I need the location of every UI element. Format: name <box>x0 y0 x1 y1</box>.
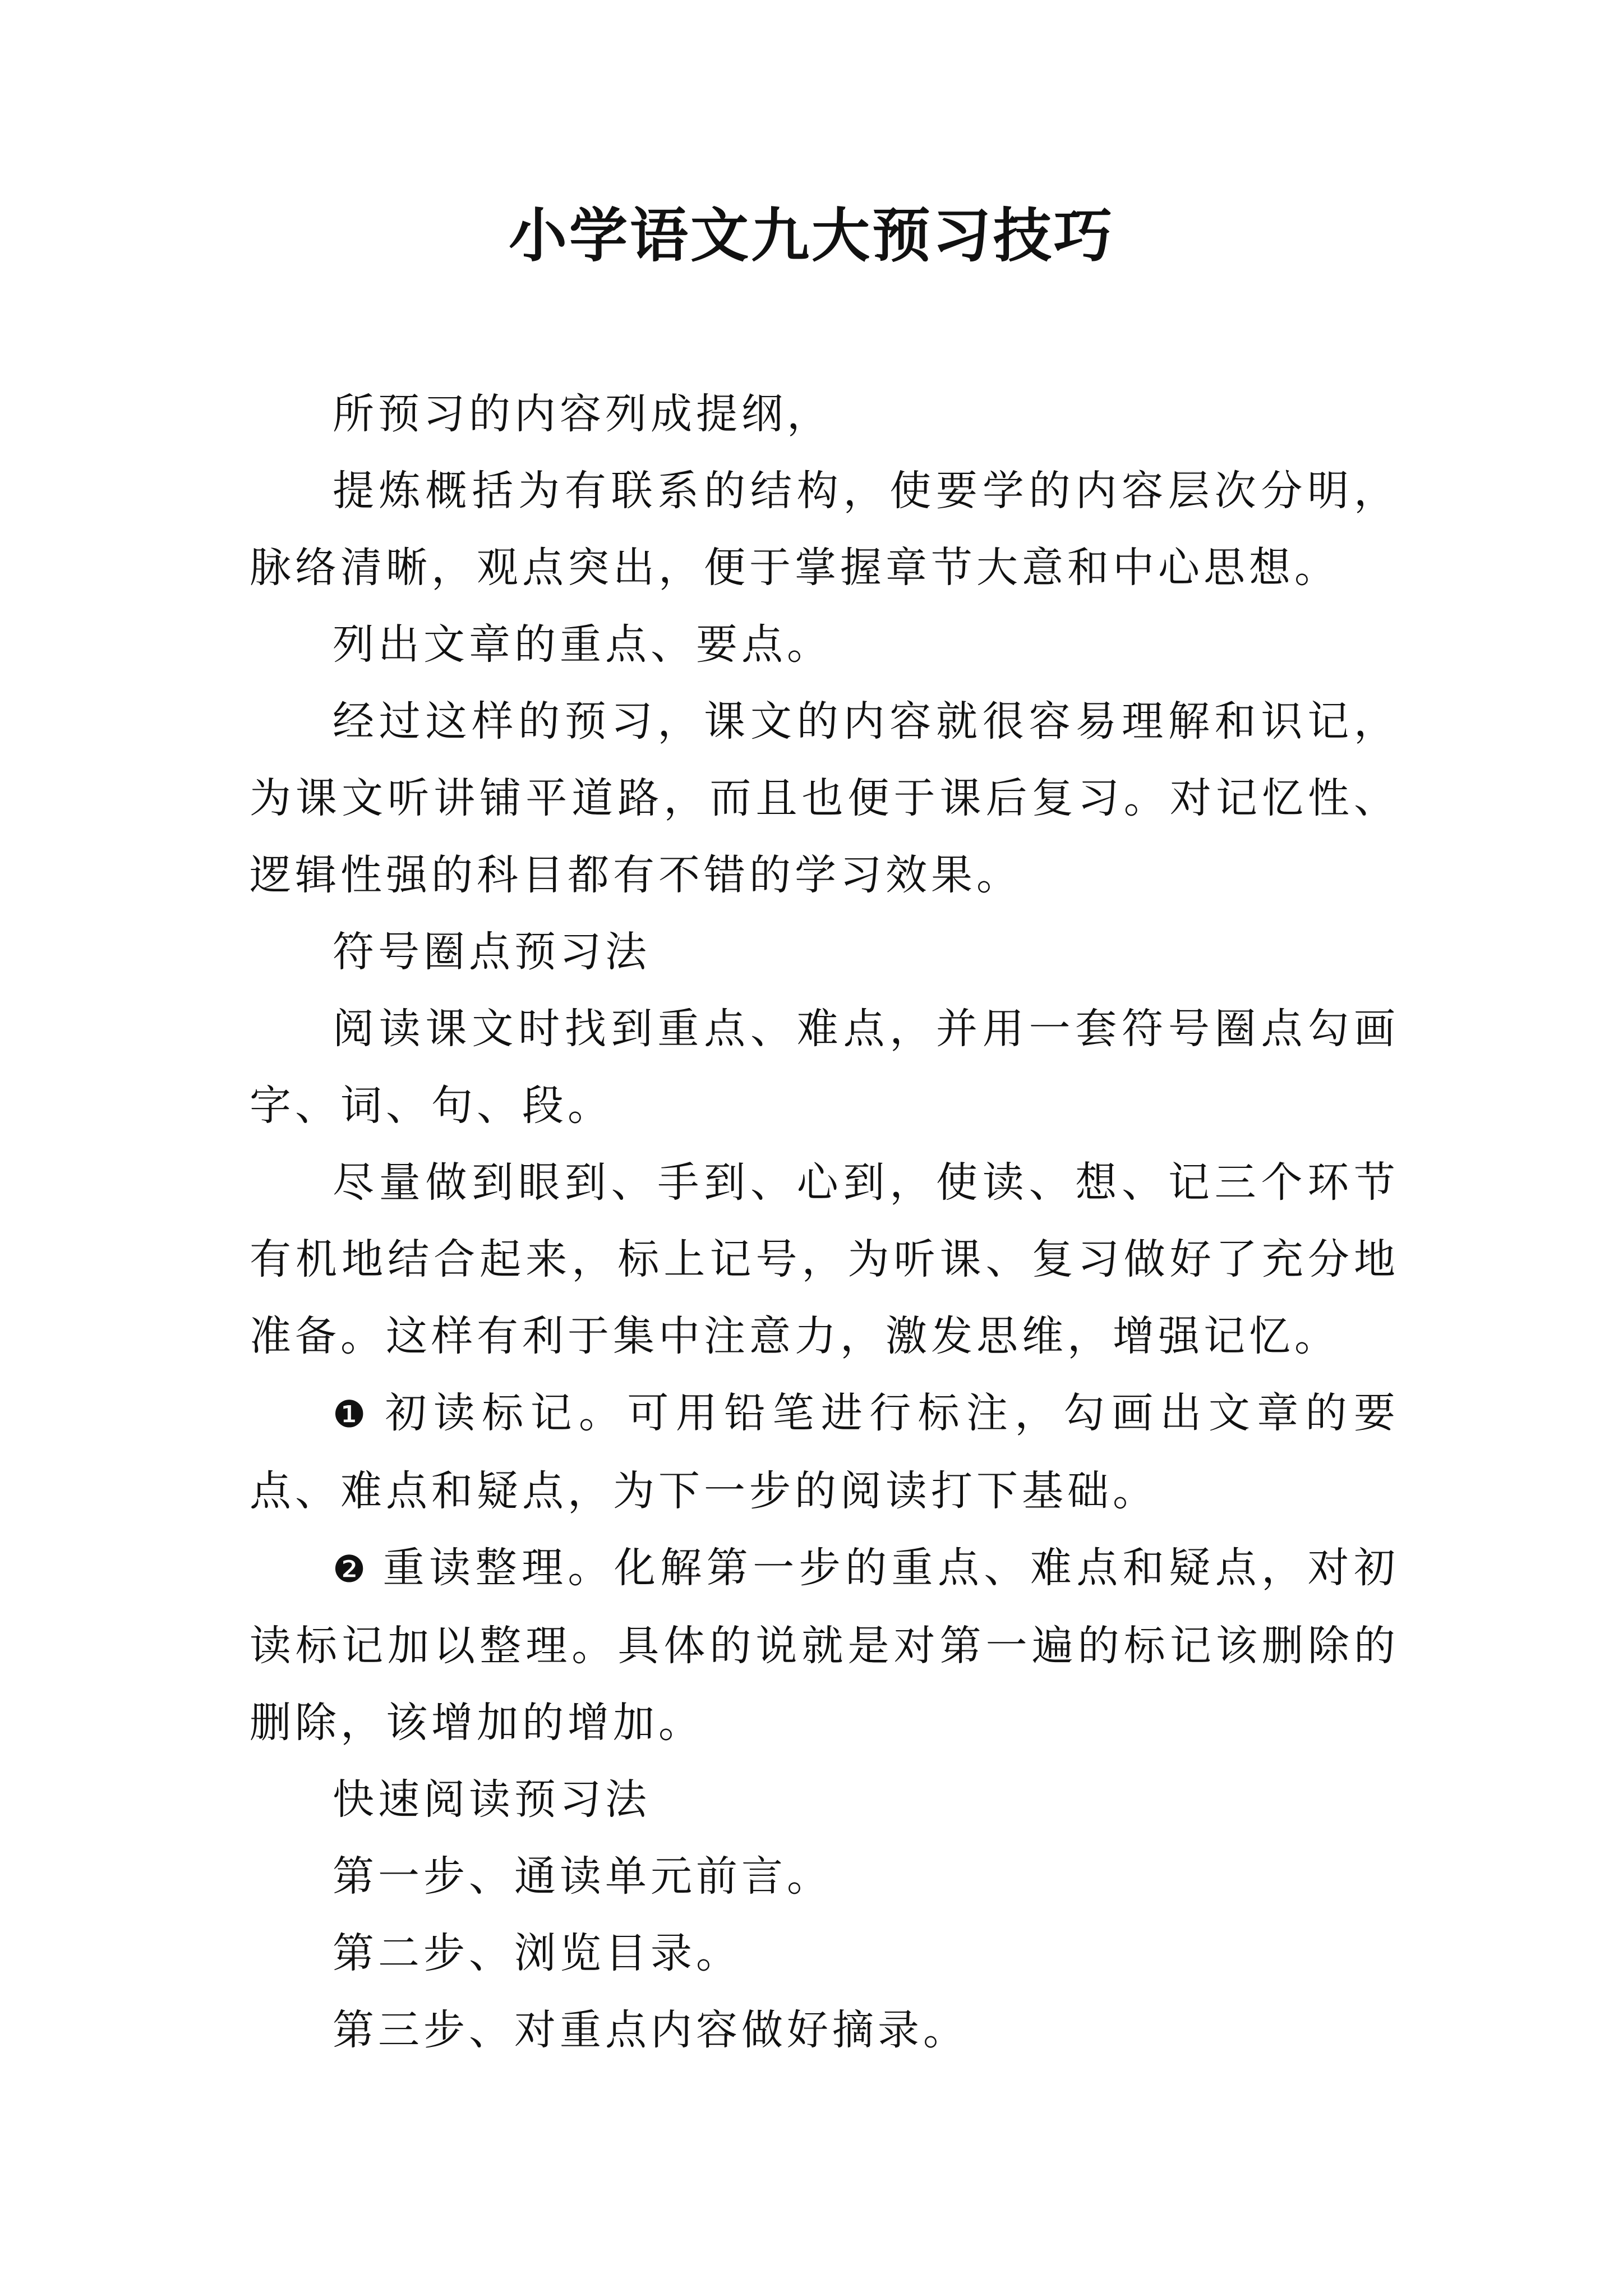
paragraph-text: 第一步、通读单元前言。 <box>333 1852 832 1901</box>
numbered-item-2 <box>250 1530 1399 1761</box>
paragraph-text: 初读标记。可用铅笔进行标注，勾画出文章的要点、难点和疑点，为下一步的阅读打下基础。 <box>250 1389 1399 1515</box>
step-2 <box>250 1915 1399 1992</box>
paragraph-text: 第三步、对重点内容做好摘录。 <box>333 2006 969 2054</box>
step-3 <box>250 1992 1399 2069</box>
paragraph-text: 重读整理。化解第一步的重点、难点和疑点，对初读标记加以整理。具体的说就是对第一遍的标记该删除的删除，该增加的增加。 <box>250 1544 1399 1747</box>
paragraph-1 <box>250 376 1399 453</box>
paragraph-2 <box>250 453 1399 606</box>
paragraph-text: 列出文章的重点、要点。 <box>333 620 832 669</box>
step-1 <box>250 1838 1399 1915</box>
paragraph-4 <box>250 683 1399 914</box>
paragraph-6 <box>250 991 1399 1144</box>
paragraph-text: 快速阅读预习法 <box>333 1775 651 1824</box>
paragraph-text: 尽量做到眼到、手到、心到，使读、想、记三个环节有机地结合起来，标上记号，为听课、复习做好了充分地准备。这样有利于集中注意力，激发思维，增强记忆。 <box>250 1158 1399 1360</box>
document-body <box>250 376 1399 2069</box>
numbered-item-1 <box>250 1375 1399 1530</box>
paragraph-text: 提炼概括为有联系的结构，使要学的内容层次分明，脉络清晰，观点突出，便于掌握章节大意和中心思想。 <box>250 467 1399 592</box>
paragraph-3 <box>250 606 1399 683</box>
paragraph-text: 第二步、浏览目录。 <box>333 1929 741 1977</box>
paragraph-text: 符号圈点预习法 <box>333 928 651 976</box>
number-1-marker-icon: ❶ <box>333 1393 370 1436</box>
section-heading-symbol-method <box>250 914 1399 991</box>
paragraph-text: 经过这样的预习，课文的内容就很容易理解和识记，为课文听讲铺平道路，而且也便于课后复习。对记忆性、逻辑性强的科目都有不错的学习效果。 <box>250 697 1399 899</box>
document-title: 小学语文九大预习技巧 <box>508 201 1114 270</box>
paragraph-text: 所预习的内容列成提纲， <box>333 390 832 438</box>
paragraph-7 <box>250 1144 1399 1375</box>
paragraph-text: 阅读课文时找到重点、难点，并用一套符号圈点勾画字、词、句、段。 <box>250 1005 1399 1130</box>
section-heading-fast-reading <box>250 1761 1399 1838</box>
number-2-marker-icon: ❷ <box>333 1548 370 1591</box>
